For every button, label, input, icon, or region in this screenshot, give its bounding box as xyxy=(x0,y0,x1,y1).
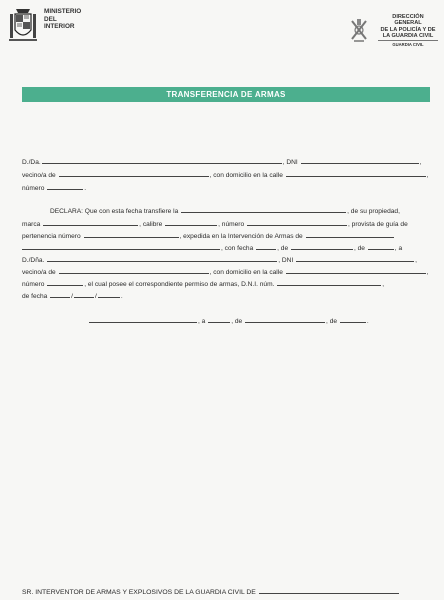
label-vecino: vecino/a de xyxy=(22,172,56,179)
ministry-line-1: MINISTERIO xyxy=(44,8,82,15)
recipient-city-field[interactable] xyxy=(59,267,209,274)
form-line-3: número . xyxy=(22,185,87,192)
sign-day-field[interactable] xyxy=(208,316,230,323)
label-sig-de-2: , de xyxy=(326,318,338,325)
label-declara: DECLARA: Que con esta fecha transfiere la xyxy=(50,208,179,215)
label-sig-de-1: , de xyxy=(231,318,243,325)
gc-line-2: DE LA POLICÍA Y DE xyxy=(380,26,436,33)
label-provista: , provista de guía de xyxy=(347,221,408,228)
footer-location-field[interactable] xyxy=(259,587,399,594)
label-numero: número xyxy=(22,185,45,192)
intervention-cont-field[interactable] xyxy=(22,243,220,250)
date-separator-2: / xyxy=(94,293,97,300)
date-day-field[interactable] xyxy=(256,243,276,250)
form-line-8: D./Dña. , DNI , xyxy=(22,257,417,264)
date-separator-1: / xyxy=(71,293,73,300)
label-con-fecha: , con fecha xyxy=(221,245,254,252)
brand-field[interactable] xyxy=(43,219,138,226)
label-dni-2: , DNI xyxy=(278,257,294,264)
recipient-number-field[interactable] xyxy=(47,279,83,286)
gc-title xyxy=(378,14,438,40)
permit-month-field[interactable] xyxy=(74,291,94,298)
guardia-civil-emblem-icon xyxy=(348,17,370,43)
guide-number-field[interactable] xyxy=(84,231,179,238)
form-line-1: D./Da. , DNI , xyxy=(22,159,422,166)
label-numero-2: número xyxy=(22,281,45,288)
footer-label: SR. INTERVENTOR DE ARMAS Y EXPLOSIVOS DE LA GUARDIA CIVIL DE xyxy=(22,589,256,596)
form-line-5 xyxy=(22,219,432,229)
permit-day-field[interactable] xyxy=(50,291,70,298)
permit-dni-field[interactable] xyxy=(277,279,381,286)
label-propiedad: , de su propiedad, xyxy=(347,208,400,215)
label-de-month: , de xyxy=(277,245,289,252)
sign-place-field[interactable] xyxy=(89,316,197,323)
recipient-street-field[interactable] xyxy=(286,267,426,274)
label-domicilio: , con domicilio en la calle xyxy=(209,172,283,179)
footer-addressee xyxy=(22,587,400,597)
form-line-6 xyxy=(22,231,432,241)
weapon-number-field[interactable] xyxy=(247,219,347,226)
ministry-title xyxy=(44,8,81,31)
label-a: , a xyxy=(394,245,403,252)
label-pertenencia: pertenencia número xyxy=(22,233,81,240)
label-ddna: D./Dña. xyxy=(22,257,45,264)
name-field[interactable] xyxy=(42,157,282,164)
label-domicilio-2: , con domicilio en la calle xyxy=(209,269,283,276)
date-year-field[interactable] xyxy=(368,243,394,250)
label-de-year: , de xyxy=(353,245,365,252)
form-title-banner: TRANSFERENCIA DE ARMAS xyxy=(22,87,430,102)
ministry-line-2: DEL INTERIOR xyxy=(44,15,75,30)
permit-year-field[interactable] xyxy=(98,291,120,298)
caliber-field[interactable] xyxy=(165,219,217,226)
sign-month-field[interactable] xyxy=(245,316,325,323)
recipient-dni-field[interactable] xyxy=(296,255,414,262)
form-line-4 xyxy=(50,206,432,216)
sign-year-field[interactable] xyxy=(340,316,366,323)
label-numero-arma: , número xyxy=(218,221,245,228)
weapon-type-field[interactable] xyxy=(181,206,346,213)
gc-line-3: LA GUARDIA CIVIL xyxy=(382,33,434,40)
guardia-civil-header xyxy=(348,14,438,48)
city-field[interactable] xyxy=(59,170,209,177)
date-month-field[interactable] xyxy=(291,243,353,250)
label-permiso: , el cual posee el correspondiente permiso de armas, D.N.I. núm. xyxy=(84,281,275,288)
label-dni: , DNI xyxy=(282,159,298,166)
label-sig-a: , a xyxy=(198,318,206,325)
street-number-field[interactable] xyxy=(47,183,83,190)
label-vecino-2: vecino/a de xyxy=(22,269,56,276)
form-line-10: número , el cual posee el correspondiente permiso de armas, D.N.I. núm. , xyxy=(22,281,385,288)
label-expedida: , expedida en la Intervención de Armas de xyxy=(179,233,303,240)
dni-field[interactable] xyxy=(301,157,419,164)
coat-of-arms-icon xyxy=(8,6,38,44)
label-dda: D./Da. xyxy=(22,159,41,166)
form-line-11: de fecha / / . xyxy=(22,293,123,300)
form-line-9: vecino/a de , con domicilio en la calle , xyxy=(22,269,429,276)
street-field[interactable] xyxy=(286,170,426,177)
intervention-field[interactable] xyxy=(306,231,394,238)
form-line-2: vecino/a de , con domicilio en la calle , xyxy=(22,172,429,179)
gc-line-1: DIRECCIÓN GENERAL xyxy=(392,14,424,27)
label-marca: marca xyxy=(22,221,41,228)
signature-date-line: , a , de , de . xyxy=(88,316,369,326)
label-de-fecha: de fecha xyxy=(22,293,48,300)
form-line-7 xyxy=(22,243,432,253)
gc-subtitle: GUARDIA CIVIL xyxy=(378,40,438,47)
recipient-name-field[interactable] xyxy=(47,255,277,262)
label-calibre: , calibre xyxy=(139,221,163,228)
